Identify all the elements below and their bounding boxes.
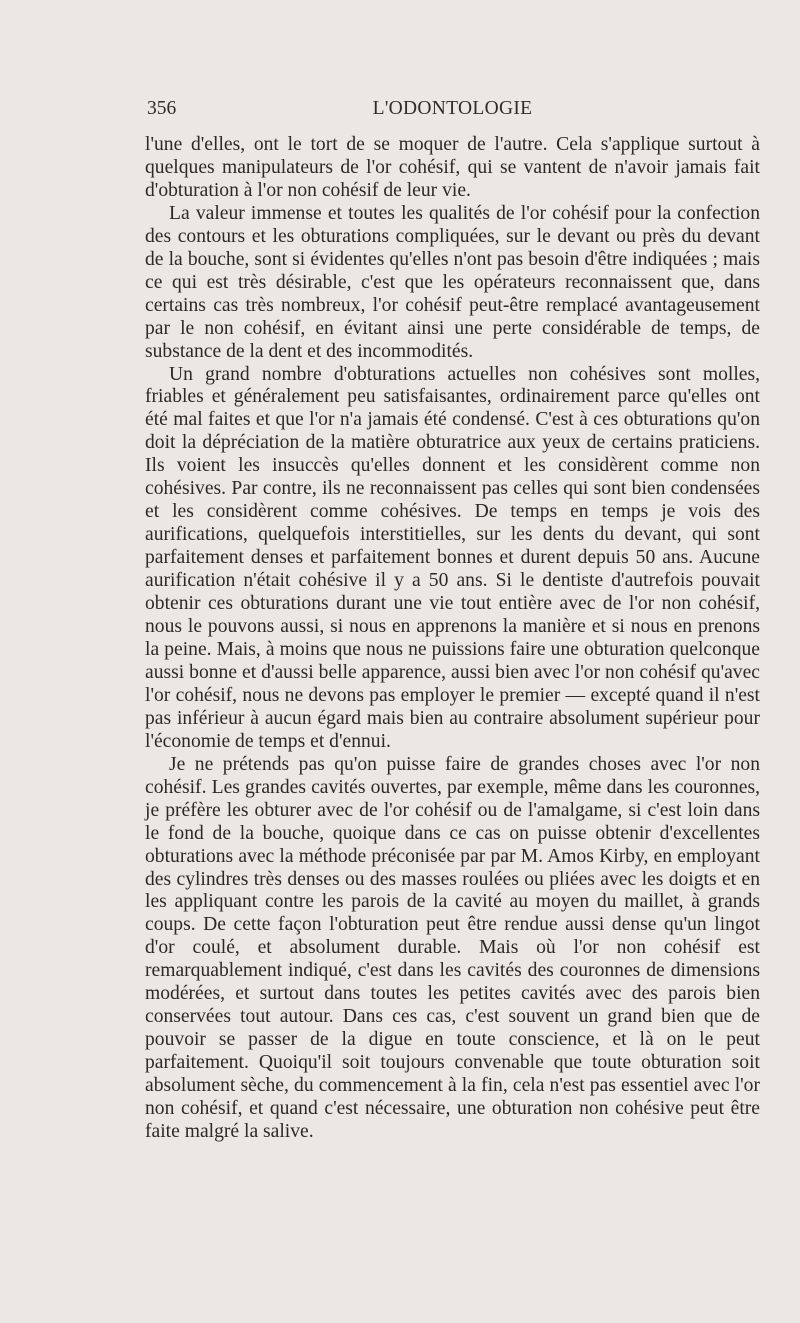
paragraph-continuation: l'une d'elles, ont le tort de se moquer de l'autre. Cela s'applique surtout à quelques manipulateurs de l'or cohésif, qui se vantent de n'avoir jamais fait d'obturation à l'or non cohésif de leur vie. <box>145 134 760 201</box>
paragraph: Je ne prétends pas qu'on puisse faire de grandes choses avec l'or non cohésif. Les grandes cavités ouvertes, par exemple, même dans les couronnes, je préfère les obturer avec de l'or cohésif ou de l'amalgame, si c'est loin dans le fond de la bouche, quoique dans ce cas on puisse obtenir d'excellentes obturations avec la méthode préconisée par par M. Amos Kirby, en employant des cylindres très denses ou des masses roulées ou pliées avec les doigts et en les appliquant contre les parois de la cavité au moyen du maillet, à grands coups. De cette façon l'obturation peut être rendue aussi dense qu'un lingot d'or coulé, et absolument durable. Mais où l'or non cohésif est remarquablement indiqué, c'est dans les cavités des couronnes de dimensions modérées, et surtout dans toutes les petites cavités avec des parois bien conservées tout autour. Dans ces cas, c'est souvent un grand bien que de pouvoir se passer de la digue en toute conscience, et là on le peut parfaitement. Quoiqu'il soit toujours convenable que toute obturation soit absolument sèche, du commencement à la fin, cela n'est pas essentiel avec l'or non cohésif, et quand c'est nécessaire, une obturation non cohésive peut être faite malgré la salive. <box>145 753 760 1142</box>
body-text <box>145 134 760 1144</box>
paragraph: La valeur immense et toutes les qualités de l'or cohésif pour la confection des contours et les obturations compliquées, sur le devant ou près du devant de la bouche, sont si évidentes qu'elles n'ont pas besoin d'être indiquées ; mais ce qui est très désirable, c'est que les opérateurs reconnaissent que, dans certains cas très nombreux, l'or cohésif peut-être remplacé avantageusement par le non cohésif, en évitant ainsi une perte considérable de temps, de substance de la dent et des incommodités. <box>145 202 760 362</box>
page-number: 356 <box>147 98 177 119</box>
running-head: L'ODONTOLOGIE <box>372 98 533 119</box>
page-header <box>145 98 760 126</box>
paragraph: Un grand nombre d'obturations actuelles non cohésives sont molles, friables et généralement peu satisfaisantes, ordinairement parce qu'elles ont été mal faites et que l'or n'a jamais été condensé. C'est à ces obturations qu'on doit la dépréciation de la matière obturatrice aux yeux de certains praticiens. Ils voient les insuccès qu'elles donnent et les considèrent comme non cohésives. Par contre, ils ne reconnaissent pas celles qui sont bien condensées et les considèrent comme cohésives. De temps en temps je vois des aurifications, quelquefois interstitielles, sur les dents du devant, qui sont parfaitement denses et parfaitement bonnes et durent depuis 50 ans. Aucune aurification n'était cohésive il y a 50 ans. Si le dentiste d'autrefois pouvait obtenir ces obturations durant une vie tout entière avec de l'or non cohésif, nous le pouvons aussi, si nous en apprenons la manière et si nous en prenons la peine. Mais, à moins que nous ne puissions faire une obturation quelconque aussi bonne et d'aussi belle apparence, aussi bien avec l'or non cohésif qu'avec l'or cohésif, nous ne devons pas employer le premier — excepté quand il n'est pas inférieur à aucun égard mais bien au contraire absolument supérieur pour l'économie de temps et d'ennui. <box>145 363 760 752</box>
